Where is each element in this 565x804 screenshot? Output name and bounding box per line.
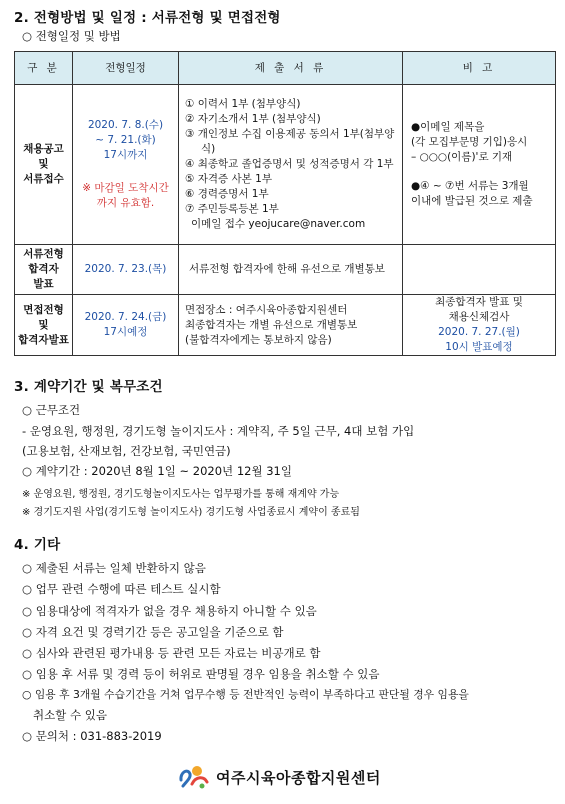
section4-line: ○ 자격 요건 및 경력기간 등은 공고일을 기준으로 함 — [22, 625, 284, 639]
email-address[interactable]: 이메일 접수 yeojucare@naver.com — [191, 218, 366, 230]
org-logo — [178, 764, 381, 790]
section2-subtitle: ○ 전형일정 및 방법 — [22, 29, 121, 43]
row2-remarks — [403, 245, 556, 295]
row1-category: 채용공고 및 서류접수 — [15, 85, 73, 245]
section3-line: (고용보험, 산재보험, 건강보험, 국민연금) — [22, 444, 231, 458]
row1-schedule: 2020. 7. 8.(수) ~ 7. 21.(화) 17시까지 ※ 마감일 도착시간 까지 유효함. — [73, 85, 179, 245]
row1-remarks: ●이메일 제목을 (각 모집부문명 기입)응시 – ○○○(이름)'로 기재 ●④ ~ ⑦번 서류는 3개월 이내에 발급된 것으로 제출 — [403, 85, 556, 245]
header-category: 구 분 — [15, 52, 73, 85]
section3-line: ○ 계약기간 : 2020년 8월 1일 ~ 2020년 12월 31일 — [22, 464, 292, 478]
section4-line: ○ 업무 관련 수행에 따른 테스트 실시함 — [22, 582, 221, 596]
table-row — [15, 245, 556, 295]
org-name: 여주시육아종합지원센터 — [216, 768, 381, 787]
section4-line: ○ 제출된 서류는 일체 반환하지 않음 — [22, 561, 206, 575]
section4-line: 취소할 수 있음 — [22, 708, 107, 722]
row3-documents: 면접장소 : 여주시육아종합지원센터 최종합격자는 개별 유선으로 개별통보 (불합격자에게는 통보하지 않음) — [179, 295, 403, 356]
table-row — [15, 295, 556, 356]
section3-title: 3. 계약기간 및 복무조건 — [14, 379, 163, 395]
row2-schedule: 2020. 7. 23.(목) — [73, 245, 179, 295]
row2-documents: 서류전형 합격자에 한해 유선으로 개별통보 — [179, 245, 403, 295]
contact-line: ○ 문의처 : 031-883-2019 — [22, 729, 162, 743]
section3-note: ※ 운영요원, 행정원, 경기도형놀이지도사는 업무평가를 통해 재계약 가능 — [22, 489, 340, 500]
schedule-table — [14, 51, 556, 356]
section3-line: ○ 근무조건 — [22, 403, 81, 417]
org-logo-icon — [178, 764, 210, 790]
section4-line: ○ 심사와 관련된 평가내용 등 관련 모든 자료는 비공개로 함 — [22, 646, 321, 660]
section4-title: 4. 기타 — [14, 537, 61, 553]
row2-category: 서류전형 합격자 발표 — [15, 245, 73, 295]
row3-schedule: 2020. 7. 24.(금) 17시예정 — [73, 295, 179, 356]
table-row — [15, 85, 556, 245]
header-remarks: 비 고 — [403, 52, 556, 85]
header-documents: 제 출 서 류 — [179, 52, 403, 85]
section2-title: 2. 전형방법 및 일정 : 서류전형 및 면접전형 — [14, 10, 281, 26]
row3-category: 면접전형 및 합격자발표 — [15, 295, 73, 356]
section4-line: ○ 임용 후 서류 및 경력 등이 허위로 판명될 경우 임용을 취소할 수 있음 — [22, 667, 380, 681]
row1-documents: ① 이력서 1부 (첨부양식) ② 자기소개서 1부 (첨부양식) ③ 개인정보 수집 이용제공 동의서 1부(첨부양식) ④ 최종학교 졸업증명서 및 성적증명서 각 1부 ⑤ 자격증 사본 1부 ⑥ 경력증명서 1부 ⑦ 주민등록등본 1부 이메일 접수 yeojucare@naver.com — [179, 85, 403, 245]
row3-remarks: 최종합격자 발표 및 채용신체검사 2020. 7. 27.(월) 10시 발표예정 — [403, 295, 556, 356]
deadline-notice: ※ 마감일 도착시간 — [82, 182, 169, 194]
section3-line: - 운영요원, 행정원, 경기도형 놀이지도사 : 계약직, 주 5일 근무, 4대 보험 가입 — [22, 424, 415, 438]
table-header-row — [15, 52, 556, 85]
header-schedule: 전형일정 — [73, 52, 179, 85]
section4-line: ○ 임용대상에 적격자가 없을 경우 채용하지 아니할 수 있음 — [22, 604, 317, 618]
section3-note: ※ 경기도지원 사업(경기도형 놀이지도사) 경기도형 사업종료시 계약이 종료됨 — [22, 507, 360, 518]
section4-line: ○ 임용 후 3개월 수습기간을 거쳐 업무수행 등 전반적인 능력이 부족하다고 판단될 경우 임용을 — [22, 688, 469, 701]
